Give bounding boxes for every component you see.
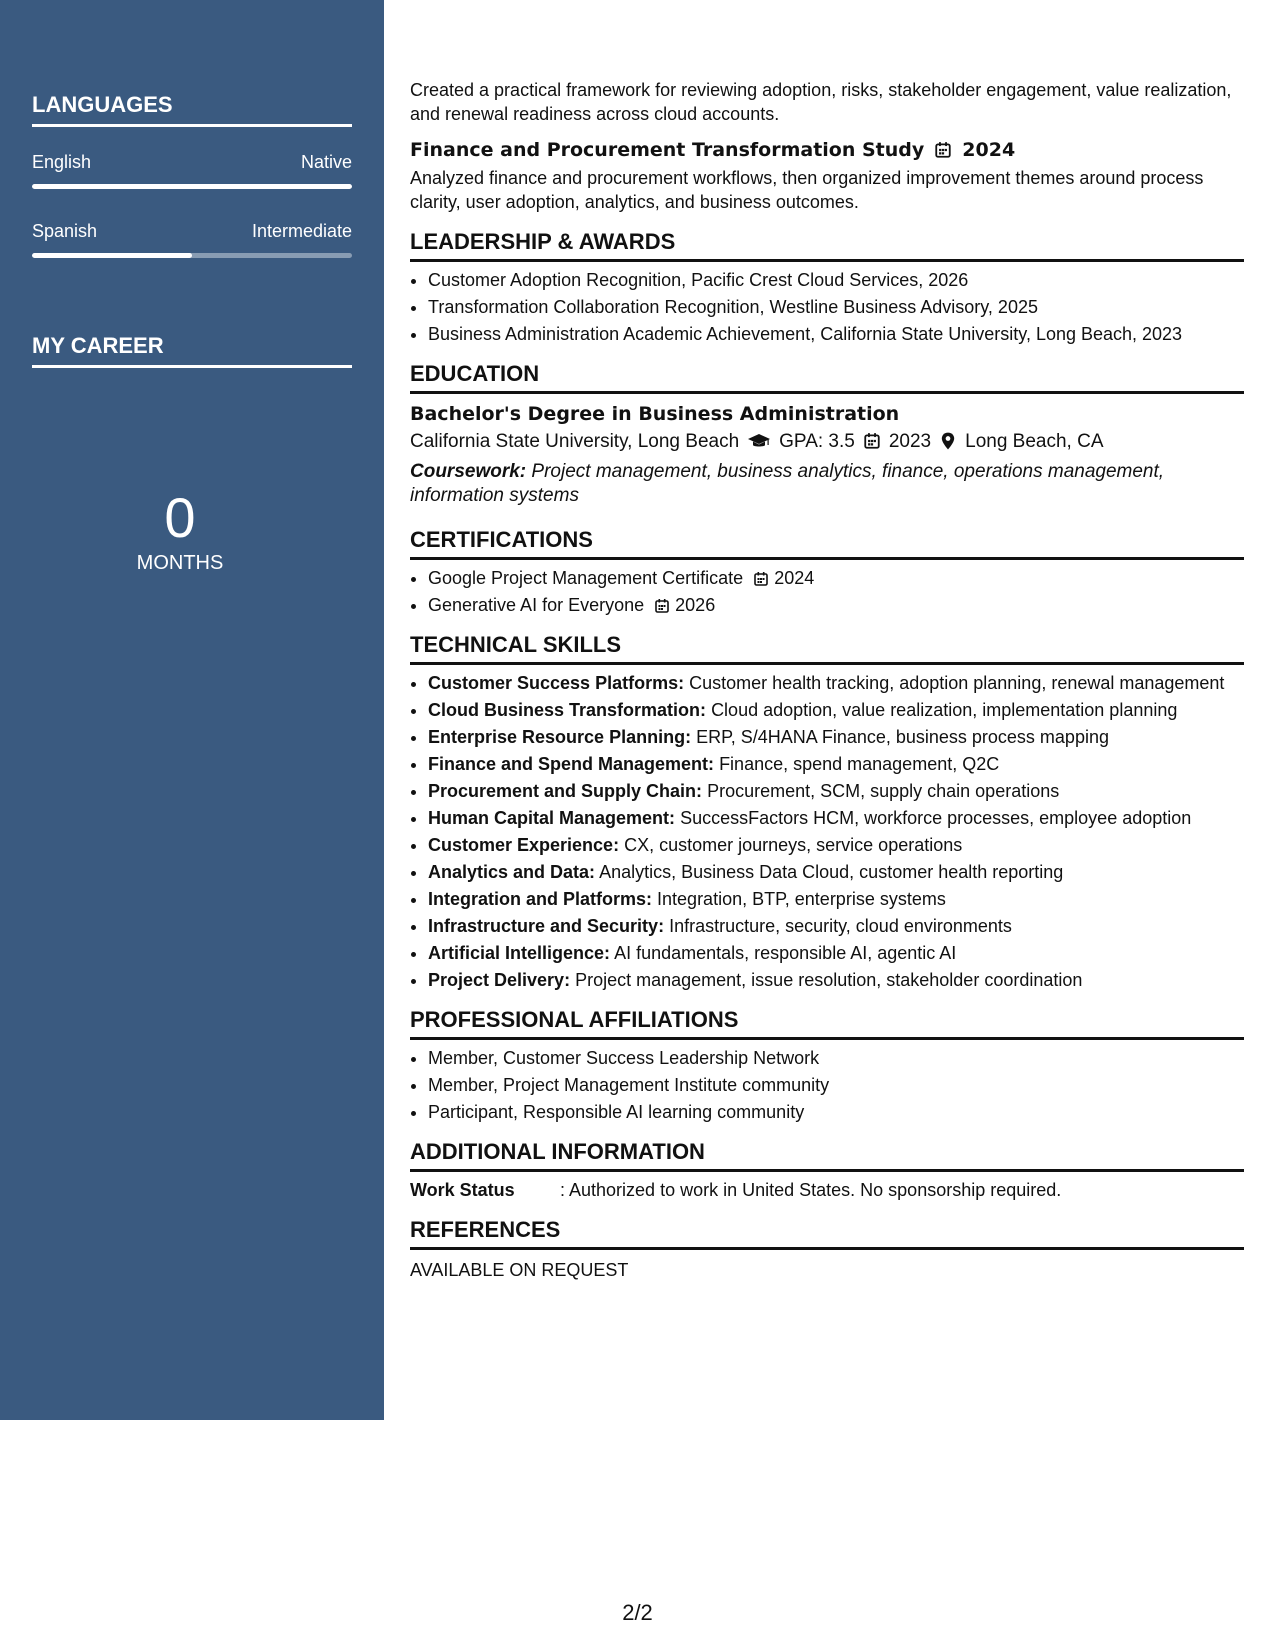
skill-label: Cloud Business Transformation: bbox=[428, 700, 707, 720]
skill-label: Procurement and Supply Chain: bbox=[428, 781, 703, 801]
skill-item bbox=[428, 752, 1244, 776]
certifications-list bbox=[410, 566, 1244, 617]
skill-item bbox=[428, 833, 1244, 857]
page-number: 2/2 bbox=[622, 1600, 653, 1625]
main-content bbox=[410, 78, 1244, 1282]
skill-text: SuccessFactors HCM, workforce processes, employee adoption bbox=[680, 808, 1192, 828]
skills-list bbox=[410, 671, 1244, 992]
list-item bbox=[428, 593, 1244, 617]
skill-label: Human Capital Management: bbox=[428, 808, 676, 828]
certification-year: 2024 bbox=[774, 568, 815, 588]
project-description: Created a practical framework for reviewing adoption, risks, stakeholder engagement, value realization, and renewal readiness across cloud accounts. bbox=[410, 80, 1232, 124]
language-row-english bbox=[32, 152, 352, 173]
school-location: Long Beach, CA bbox=[965, 431, 1104, 452]
gpa: GPA: 3.5 bbox=[779, 431, 855, 452]
skill-label: Enterprise Resource Planning: bbox=[428, 727, 692, 747]
languages-title: LANGUAGES bbox=[32, 92, 352, 127]
calendar-icon bbox=[863, 430, 881, 454]
skill-text: AI fundamentals, responsible AI, agentic AI bbox=[614, 943, 957, 963]
additional-info-title: ADDITIONAL INFORMATION bbox=[410, 1140, 1244, 1172]
skill-label: Infrastructure and Security: bbox=[428, 916, 665, 936]
project-year: 2024 bbox=[962, 139, 1016, 161]
degree: Bachelor's Degree in Business Administration bbox=[410, 403, 900, 425]
graduation-cap-icon bbox=[747, 430, 771, 454]
skill-label: Integration and Platforms: bbox=[428, 889, 653, 909]
language-row-spanish bbox=[32, 221, 352, 242]
project-title-row bbox=[410, 138, 1244, 162]
sidebar bbox=[0, 0, 384, 1420]
skill-text: Analytics, Business Data Cloud, customer health reporting bbox=[599, 862, 1064, 882]
skill-item bbox=[428, 941, 1244, 965]
skill-label: Artificial Intelligence: bbox=[428, 943, 611, 963]
education-title: EDUCATION bbox=[410, 362, 1244, 394]
list-item: • Business Administration Academic Achievement, California State University, Long Beach, 2023 bbox=[428, 322, 1244, 346]
school: California State University, Long Beach bbox=[410, 431, 740, 452]
skill-text: Procurement, SCM, supply chain operations bbox=[707, 781, 1060, 801]
skill-label: Analytics and Data: bbox=[428, 862, 596, 882]
skill-item bbox=[428, 779, 1244, 803]
skill-text: Customer health tracking, adoption planning, renewal management bbox=[689, 673, 1225, 693]
work-status-value: : Authorized to work in United States. No sponsorship required. bbox=[560, 1180, 1062, 1200]
leadership-title: LEADERSHIP & AWARDS bbox=[410, 230, 1244, 262]
certification-year: 2026 bbox=[675, 595, 716, 615]
list-item bbox=[428, 566, 1244, 590]
language-bar-english bbox=[32, 184, 352, 189]
language-level: Intermediate bbox=[251, 221, 352, 241]
calendar-icon bbox=[753, 568, 769, 588]
coursework-text: Project management, business analytics, finance, operations management, information systems bbox=[410, 461, 1165, 506]
language-bar-fill bbox=[32, 253, 192, 258]
language-name: Spanish bbox=[32, 221, 98, 241]
skill-item bbox=[428, 887, 1244, 911]
list-item: • Customer Adoption Recognition, Pacific Crest Cloud Services, 2026 bbox=[428, 268, 1244, 292]
skill-text: Project management, issue resolution, stakeholder coordination bbox=[575, 970, 1083, 990]
certification-name: Google Project Management Certificate bbox=[428, 568, 744, 588]
skill-label: Customer Success Platforms: bbox=[428, 673, 685, 693]
list-item: • Transformation Collaboration Recognition, Westline Business Advisory, 2025 bbox=[428, 295, 1244, 319]
education-meta bbox=[410, 430, 1244, 454]
skill-item bbox=[428, 968, 1244, 992]
references-text: AVAILABLE ON REQUEST bbox=[410, 1260, 629, 1280]
language-level: Native bbox=[300, 152, 352, 172]
affiliations-list bbox=[410, 1046, 1244, 1124]
skill-text: Integration, BTP, enterprise systems bbox=[657, 889, 946, 909]
coursework-label: Coursework: bbox=[410, 461, 527, 482]
skill-text: Infrastructure, security, cloud environments bbox=[669, 916, 1012, 936]
leadership-list bbox=[410, 268, 1244, 346]
skills-title: TECHNICAL SKILLS bbox=[410, 633, 1244, 665]
map-pin-icon bbox=[939, 430, 957, 454]
calendar-icon bbox=[934, 138, 952, 162]
skill-item bbox=[428, 806, 1244, 830]
career-title: MY CAREER bbox=[32, 333, 352, 368]
list-item: • Participant, Responsible AI learning community bbox=[428, 1100, 1244, 1124]
skill-label: Project Delivery: bbox=[428, 970, 571, 990]
certifications-title: CERTIFICATIONS bbox=[410, 528, 1244, 560]
references-title: REFERENCES bbox=[410, 1218, 1244, 1250]
coursework bbox=[410, 460, 1244, 508]
project-description: Analyzed finance and procurement workflows, then organized improvement themes around process clarity, user adoption, analytics, and business outcomes. bbox=[410, 168, 1204, 212]
skill-label: Finance and Spend Management: bbox=[428, 754, 715, 774]
list-item: • Member, Customer Success Leadership Network bbox=[428, 1046, 1244, 1070]
language-bar-spanish bbox=[32, 253, 352, 258]
skill-item bbox=[428, 725, 1244, 749]
skill-item bbox=[428, 860, 1244, 884]
skill-text: CX, customer journeys, service operations bbox=[624, 835, 963, 855]
skill-item bbox=[428, 698, 1244, 722]
calendar-icon bbox=[654, 595, 670, 615]
skill-text: Cloud adoption, value realization, implementation planning bbox=[711, 700, 1178, 720]
skill-label: Customer Experience: bbox=[428, 835, 620, 855]
work-status-label: Work Status bbox=[410, 1180, 515, 1200]
language-bar-fill bbox=[32, 184, 352, 189]
certification-name: Generative AI for Everyone bbox=[428, 595, 645, 615]
skill-text: ERP, S/4HANA Finance, business process mapping bbox=[696, 727, 1109, 747]
project-title: Finance and Procurement Transformation Study bbox=[410, 139, 925, 161]
graduation-year: 2023 bbox=[888, 431, 932, 452]
language-name: English bbox=[32, 152, 92, 172]
affiliations-title: PROFESSIONAL AFFILIATIONS bbox=[410, 1008, 1244, 1040]
career-value: 0 bbox=[164, 486, 196, 549]
skill-item bbox=[428, 914, 1244, 938]
skill-text: Finance, spend management, Q2C bbox=[719, 754, 1000, 774]
work-status-row bbox=[410, 1178, 1244, 1202]
list-item: • Member, Project Management Institute community bbox=[428, 1073, 1244, 1097]
career-unit: MONTHS bbox=[136, 552, 224, 574]
skill-item bbox=[428, 671, 1244, 695]
